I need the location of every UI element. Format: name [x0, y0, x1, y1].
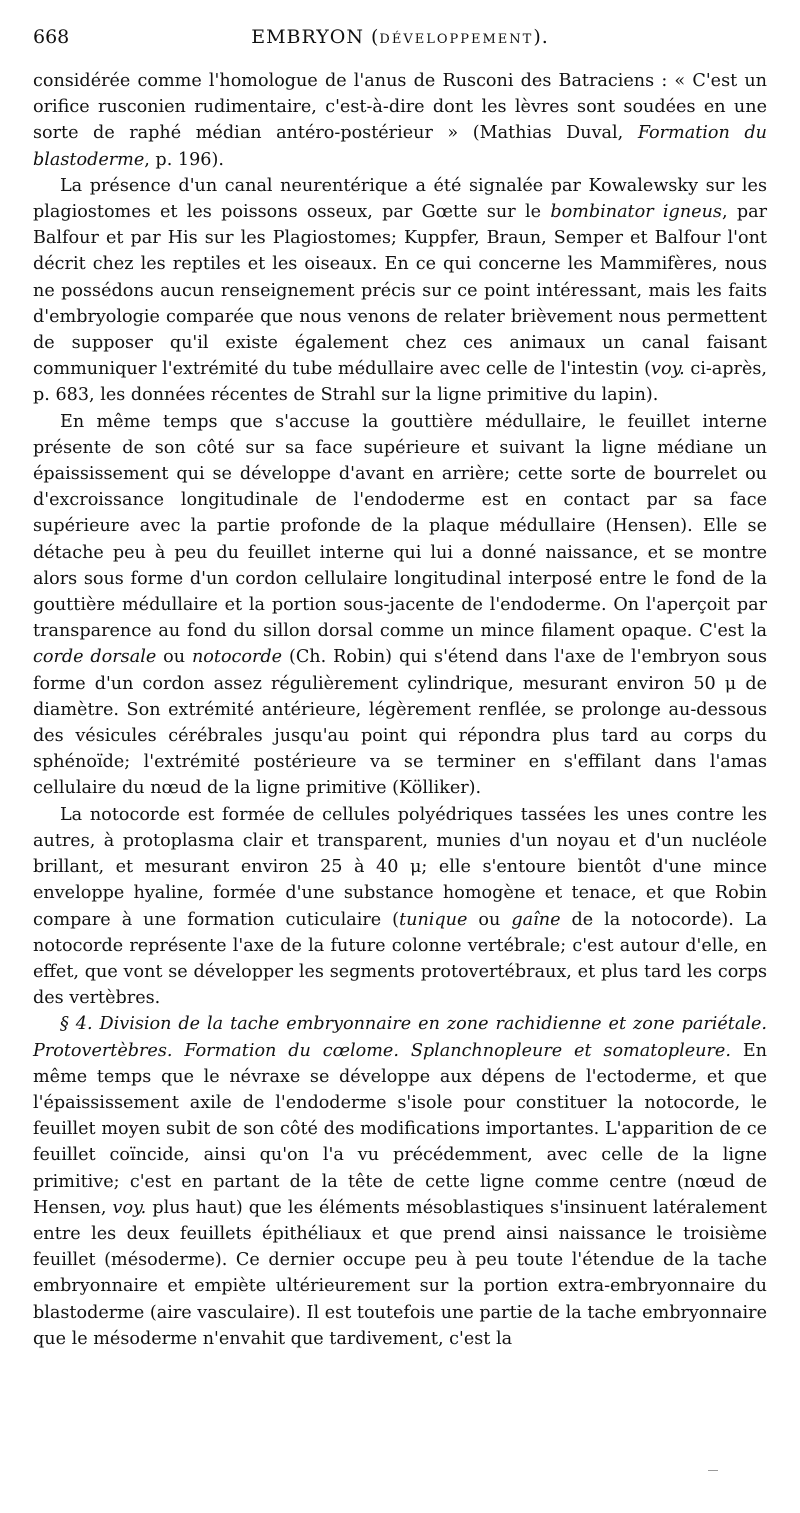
- paragraph-notochord-origin: [33, 409, 767, 802]
- citation-title: Formation du blastoderme: [33, 123, 767, 170]
- paragraph-text: La présence d'un canal neurentérique a été signalée par Kowalewsky sur les plagiostomes et les poissons osseux, par Gœtte sur le: [33, 175, 767, 223]
- paragraph-text: ou: [467, 909, 512, 930]
- running-title-close: ).: [533, 26, 549, 48]
- paragraph-continued: [33, 68, 767, 173]
- paragraph-text: de la notocorde). La notocorde représente l'axe de la future colonne vertébrale; c'est autour d'elle, en effet, que vont se développer les segments protovertébraux, et plus tard les corps des vertèbres.: [33, 909, 768, 1009]
- reference-voy: voy.: [112, 1197, 147, 1218]
- running-title: [113, 26, 767, 48]
- running-title-small: DÉVELOPPEMENT: [379, 32, 534, 47]
- paragraph-text: ci-après, p. 683, les données récentes de Strahl sur la ligne primitive du lapin).: [33, 359, 767, 406]
- body-text: [33, 68, 767, 1352]
- paragraph-text: , par Balfour et par His sur les Plagiostomes; Kuppfer, Braun, Semper et Balfour l'ont décrit chez les reptiles et les oiseaux. En ce qui concerne les Mammifères, nous ne possédons aucun renseignement précis sur ce point intéressant, mais les faits d'embryologie comparée que nous venons de relater brièvement nous permettent de supposer qu'il existe également chez ces animaux un canal faisant communiquer l'extrémité du tube médullaire avec celle de l'intestin (: [33, 202, 767, 380]
- paragraph-neurenteric-canal: [33, 173, 767, 409]
- paragraph-section-4: [33, 1011, 767, 1352]
- running-header: [33, 26, 767, 56]
- book-page: [33, 26, 767, 1352]
- term-tunique: tunique: [399, 909, 468, 930]
- paragraph-text: plus haut) que les éléments mésoblastiques s'insinuent latéralement entre les deux feuillets épithéliaux et que prend ainsi naissance le troisième feuillet (mésoderme). Ce dernier occupe peu à peu toute l'étendue de la tache embryonnaire et empiète ultérieurement sur la portion extra-embryonnaire du blastoderme (aire vasculaire). Il est toutefois une partie de la tache embryonnaire que le mésoderme n'envahit que tardivement, c'est la: [33, 1197, 767, 1349]
- paragraph-text: La notocorde est formée de cellules polyédriques tassées les unes contre les autres, à protoplasma clair et transparent, munies d'un noyau et d'un nucléole brillant, et mesurant environ 25 à 40 μ; elle s'entoure bientôt d'une mince enveloppe hyaline, formée d'une substance homogène et tenace, et que Robin compare à une formation cuticulaire (: [33, 804, 767, 930]
- running-title-open: (: [363, 26, 380, 48]
- paragraph-text: considérée comme l'homologue de l'anus de Rusconi des Batraciens : « C'est un orifice rusconien rudimentaire, c'est-à-dire dont les lèvres sont soudées en une sorte de raphé médian antéro-postérieur » (Mathias Duval,: [33, 71, 767, 144]
- reference-voy: voy.: [651, 359, 685, 380]
- running-title-main: EMBRYON: [251, 26, 364, 48]
- paragraph-text: ou: [156, 647, 192, 668]
- scan-mark: [708, 1470, 718, 1471]
- paragraph-text: En même temps que s'accuse la gouttière médullaire, le feuillet interne présente de son côté sur sa face supérieure et suivant la ligne médiane un épaississement qui se développe d'avant en arrière; cette sorte de bourrelet ou d'excroissance longitudinale de l'endoderme est en contact par sa face supérieure avec la partie profonde de la plaque médullaire (Hensen). Elle se détache peu à peu du feuillet interne qui lui a donné naissance, et se montre alors sous forme d'un cordon cellulaire longitudinal interposé entre le fond de la gouttière médullaire et la portion sous-jacente de l'endoderme. On l'aperçoit par transparence au fond du sillon dorsal comme un mince filament opaque. C'est la: [33, 411, 767, 642]
- species-name: bombinator igneus: [550, 202, 722, 223]
- paragraph-text: En même temps que le névraxe se développe aux dépens de l'ectoderme, et que l'épaississement axile de l'endoderme s'isole pour constituer la notocorde, le feuillet moyen subit de son côté des modifications importantes. L'apparition de ce feuillet coïncide, ainsi qu'on l'a vu précédemment, avec celle de la ligne primitive; c'est en partant de la tête de cette ligne comme centre (nœud de Hensen,: [33, 1040, 767, 1218]
- term-notocorde: notocorde: [191, 647, 283, 668]
- paragraph-text: (Ch. Robin) qui s'étend dans l'axe de l'embryon sous forme d'un cordon assez régulièrement cylindrique, mesurant environ 50 μ de diamètre. Son extrémité antérieure, légèrement renflée, se prolonge au-dessous des vésicules cérébrales jusqu'au point qui répondra plus tard au corps du sphénoïde; l'extrémité postérieure va se terminer en s'effilant dans l'amas cellulaire du nœud de la ligne primitive (Kölliker).: [33, 647, 768, 799]
- paragraph-text: , p. 196).: [144, 149, 224, 170]
- paragraph-notochord-cells: [33, 802, 767, 1012]
- term-gaine: gaîne: [511, 909, 561, 930]
- section-heading: § 4. Division de la tache embryonnaire en zone rachidienne et zone pariétale. Protovertèbres. Formation du cœlome. Splanchnopleure et somatopleure.: [33, 1014, 767, 1061]
- page-number: 668: [33, 26, 70, 48]
- term-corde-dorsale: corde dorsale: [33, 647, 157, 668]
